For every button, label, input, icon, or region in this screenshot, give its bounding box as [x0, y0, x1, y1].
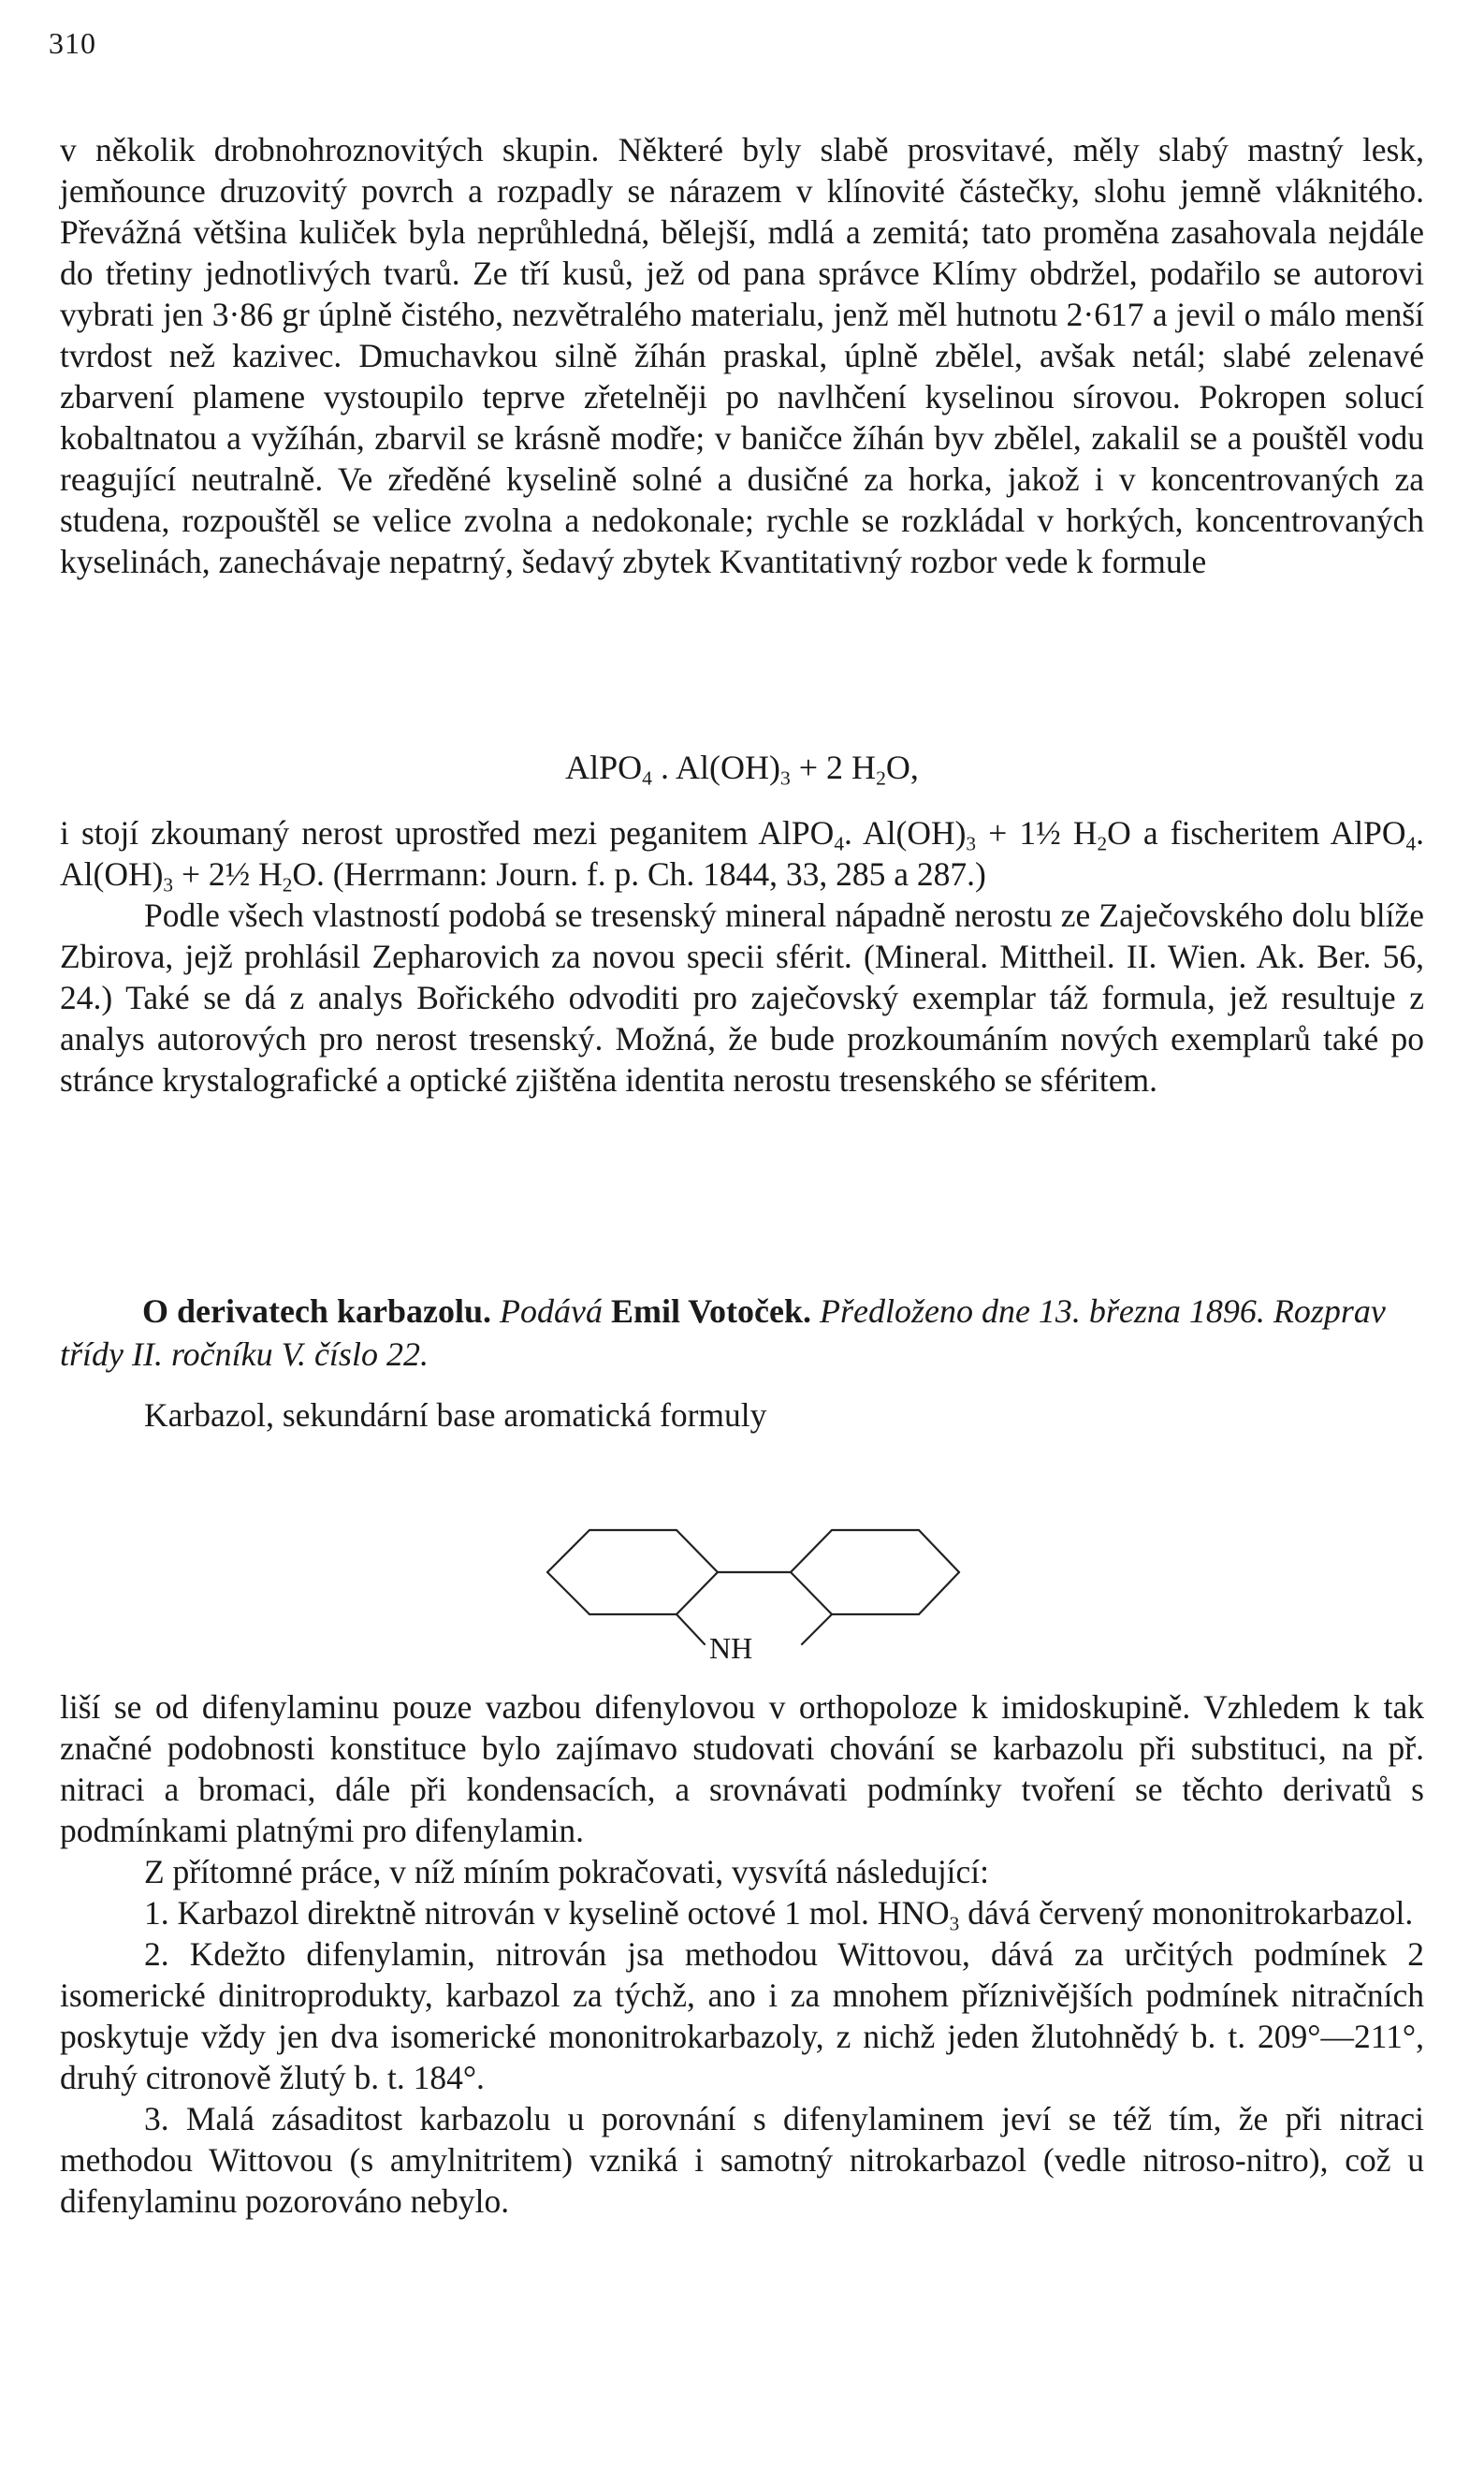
- subscript: 2: [1097, 832, 1108, 855]
- subscript: 3: [949, 1912, 960, 1935]
- bond-line: [919, 1530, 959, 1572]
- result-item-1: [60, 1892, 1424, 1933]
- paragraph-carbazole-intro: Karbazol, sekundární base aromatická formuly: [144, 1396, 767, 1434]
- subscript: 4: [1405, 832, 1417, 855]
- formula-part: + 2 H: [790, 749, 877, 786]
- formula-part: AlPO: [565, 749, 643, 786]
- carbazole-structure-diagram: [538, 1483, 968, 1666]
- text-run: + 2½ H: [173, 855, 283, 893]
- bond-line: [547, 1572, 589, 1614]
- formula-subscript: 2: [876, 766, 886, 790]
- subscript: 4: [834, 832, 844, 855]
- text-run: . Al(OH): [843, 814, 967, 852]
- text-run: O a fischeritem AlPO: [1107, 814, 1406, 852]
- text-run: dává červený mononitrokarbazol.: [959, 1894, 1414, 1932]
- carbazole-structure-svg: [538, 1483, 968, 1666]
- page-number: 310: [49, 26, 96, 60]
- bond-line: [677, 1572, 718, 1614]
- article-title: O derivatech karbazolu.: [142, 1292, 491, 1330]
- formula-subscript: 3: [779, 766, 791, 790]
- nh-group-label: NH: [709, 1631, 753, 1665]
- bond-line: [802, 1614, 832, 1644]
- result-item-2: 2. Kdežto difenylamin, nitrován jsa methodou Wittovou, dává za určitých podmínek 2 isomerické dinitroprodukty, karbazol za týchž, ano i za mnohem příznivějších podmínek nitračních poskytuje vždy jen dva isomerické mononitrokarbazoly, z nichž jeden žlutohnědý b. t. 209°—211°, druhý citronově žlutý b. t. 184°.: [60, 1935, 1424, 2096]
- article-heading: [60, 1290, 1424, 1376]
- carbazole-intro: [60, 1394, 1424, 1436]
- bond-line: [791, 1530, 832, 1572]
- article-submission-note: Předloženo dne 13. března 1896. Rozprav třídy II. ročníku V. číslo 22.: [60, 1292, 1386, 1373]
- bond-line: [919, 1572, 959, 1614]
- chemical-formula: [0, 747, 1484, 788]
- paragraph-mineral-properties: v několik drobnohroznovitých skupin. Některé byly slabě prosvitavé, měly slabý mastný lesk, jemňounce druzovitý povrch a rozpadly se nárazem v klínovité částečky, slohu jemně vláknitého. Převážná většina kuliček byla neprůhledná, bělejší, mdlá a zemitá; tato proměna zasahovala nejdále do třetiny jednotlivých tvarů. Ze tří kusů, jež od pana správce Klímy obdržel, podařilo se autorovi vybrati jen 3·86 gr úplně čistého, nezvětralého materialu, jenž měl hutnotu 2·617 a jevil o málo menší tvrdost než kazivec. Dmuchavkou silně žíhán praskal, úplně zbělel, avšak netál; slabé zelenavé zbarvení plamene vystoupilo teprve zřetelněji po navlhčení kyselinou sírovou. Pokropen solucí kobaltnatou a vyžíhán, zbarvil se krásně modře; v baničce žíhán byv zbělel, zakalil se a pouštěl vodu reagující neutralně. Ve zředěné kyselině solné a dusičné za horka, jakož i v koncentrovaných za studena, rozpouštěl se velice zvolna a nedokonale; rychle se rozkládal v horkých, koncentrovaných kyselinách, zanechávaje nepatrný, šedavý zbytek Kvantitativný rozbor vede k formule: [60, 131, 1424, 580]
- result-item-3: 3. Malá zásaditost karbazolu u porovnání s difenylaminem jeví se též tím, že při nitraci methodou Wittovou (s amylnitritem) vzniká i samotný nitrokarbazol (vedle nitroso-nitro), což u difenylaminu pozorováno nebylo.: [60, 2100, 1424, 2220]
- paragraph-sferit: Podle všech vlastností podobá se tresenský mineral nápadně nerostu ze Zaječovského dolu blíže Zbirova, jejž prohlásil Zepharovich za novou specii sférit. (Mineral. Mittheil. II. Wien. Ak. Ber. 56, 24.) Také se dá z analys Bořického odvoditi pro zaječovský exemplar táž formula, jež resultuje z analys autorových pro nerost tresenský. Možná, že bude prozkoumáním nových exemplarů také po stránce krystalografické a optické zjištěna identita nerostu tresenského se sféritem.: [60, 897, 1424, 1099]
- subscript: 3: [966, 832, 977, 855]
- text-run: . Al(OH): [60, 814, 1424, 893]
- formula-part: . Al(OH): [651, 749, 780, 786]
- text-run: i stojí zkoumaný nerost uprostřed mezi peganitem AlPO: [60, 814, 835, 852]
- paragraph-mineral-comparison: [60, 812, 1424, 895]
- bond-line: [791, 1572, 832, 1614]
- formula-part: O,: [885, 749, 919, 786]
- formula-subscript: 4: [642, 766, 652, 790]
- text-run: + 1½ H: [976, 814, 1098, 852]
- bond-line: [677, 1530, 718, 1572]
- carbazole-study-text: [60, 1686, 1424, 2222]
- subscript: 3: [163, 873, 174, 897]
- paragraph-summary: Z přítomné práce, v níž míním pokračovati, vysvítá následující:: [144, 1853, 990, 1890]
- article-byline-prefix: Podává: [499, 1292, 603, 1330]
- mineral-comparison-text: [60, 812, 1424, 1101]
- subscript: 2: [282, 873, 293, 897]
- text-run: 1. Karbazol direktně nitrován v kyselině octové 1 mol. HNO: [144, 1894, 950, 1932]
- bond-line: [677, 1614, 705, 1644]
- text-run: O. (Herrmann: Journ. f. p. Ch. 1844, 33, 285 a 287.): [292, 855, 986, 893]
- paragraph-carbazole-comparison: liší se od difenylaminu pouze vazbou difenylovou v orthopoloze k imidoskupině. Vzhledem k tak značné podobnosti konstituce bylo zajímavo studovati chování se karbazolu při substituci, na př. nitraci a bromaci, dále při kondensacích, a srovnávati podmínky tvoření se těchto derivatů s podmínkami platnými pro difenylamin.: [60, 1688, 1424, 1849]
- bond-line: [547, 1530, 589, 1572]
- mineral-description-text: [60, 129, 1424, 582]
- article-author: Emil Votoček.: [610, 1292, 811, 1330]
